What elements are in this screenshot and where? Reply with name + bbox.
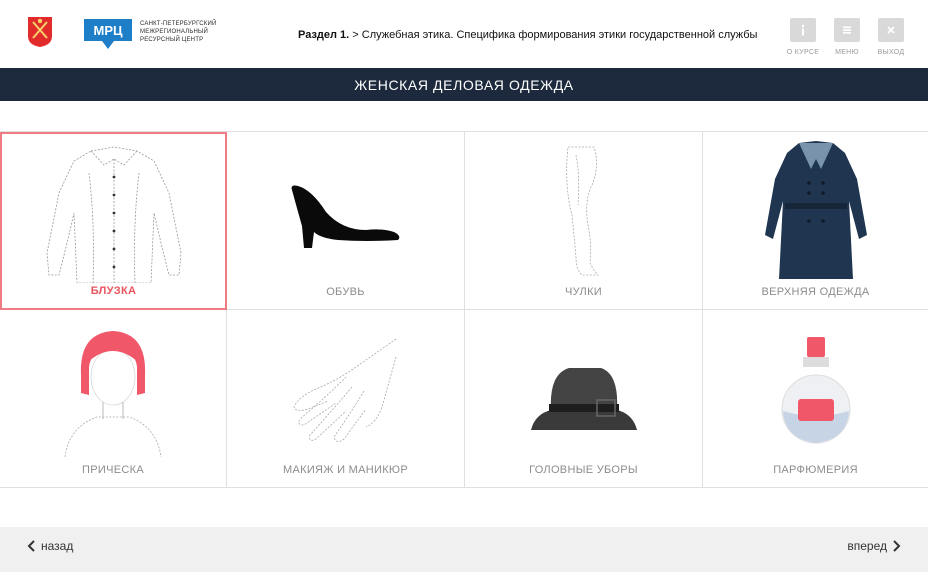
hat-icon (529, 364, 639, 434)
menu-button[interactable] (834, 18, 860, 42)
items-grid (0, 131, 928, 488)
exit-button[interactable] (878, 18, 904, 42)
item-hairstyle[interactable] (0, 310, 227, 488)
spb-emblem-icon (27, 16, 53, 48)
about-course-button[interactable] (790, 18, 816, 42)
item-label: ВЕРХНЯЯ ОДЕЖДА (761, 286, 870, 298)
stockings-icon (554, 145, 614, 280)
item-label: ПАРФЮМЕРИЯ (773, 464, 858, 476)
item-label: МАКИЯЖ И МАНИКЮР (283, 464, 408, 476)
section-prefix: Раздел 1. (298, 29, 350, 41)
section-title (298, 29, 757, 41)
forward-button[interactable] (847, 539, 901, 553)
org-line: РЕСУРСНЫЙ ЦЕНТР (140, 37, 204, 43)
item-perfume[interactable] (703, 310, 928, 488)
footer (0, 527, 928, 572)
exit-label: ВЫХОД (877, 49, 905, 56)
item-shoes[interactable] (227, 132, 465, 310)
perfume-icon (781, 335, 851, 450)
item-label: БЛУЗКА (90, 285, 137, 297)
item-headwear[interactable] (465, 310, 703, 488)
item-blouse[interactable] (0, 132, 227, 310)
back-button[interactable] (27, 539, 73, 553)
mrc-logo (84, 19, 132, 49)
menu-icon (842, 25, 852, 35)
info-icon (798, 24, 808, 36)
header (0, 0, 928, 68)
item-outerwear[interactable] (703, 132, 928, 310)
item-stockings[interactable] (465, 132, 703, 310)
org-line: САНКТ-ПЕТЕРБУРГСКИЙ (140, 21, 217, 27)
chevron-right-icon (893, 540, 901, 552)
close-icon (886, 25, 896, 35)
item-label: ПРИЧЕСКА (82, 464, 144, 476)
coat-icon (761, 139, 871, 284)
item-label: ЧУЛКИ (565, 286, 602, 298)
blouse-icon (29, 143, 199, 283)
org-line: МЕЖРЕГИОНАЛЬНЫЙ (140, 29, 209, 35)
hand-icon (286, 337, 406, 447)
forward-label: вперед (847, 539, 887, 553)
chevron-left-icon (27, 540, 35, 552)
menu-label: МЕНЮ (835, 49, 859, 56)
shoe-icon (286, 182, 406, 252)
org-name (140, 20, 217, 44)
item-label: ОБУВЬ (326, 286, 365, 298)
svg-text:МРЦ: МРЦ (93, 23, 123, 38)
back-label: назад (41, 539, 74, 553)
section-text: > Служебная этика. Специфика формирования этики государственной службы (349, 29, 758, 41)
hairstyle-icon (63, 327, 163, 457)
page-title: ЖЕНСКАЯ ДЕЛОВАЯ ОДЕЖДА (0, 68, 928, 101)
item-label: ГОЛОВНЫЕ УБОРЫ (529, 464, 638, 476)
about-course-label: О КУРСЕ (786, 49, 820, 56)
item-makeup-manicure[interactable] (227, 310, 465, 488)
